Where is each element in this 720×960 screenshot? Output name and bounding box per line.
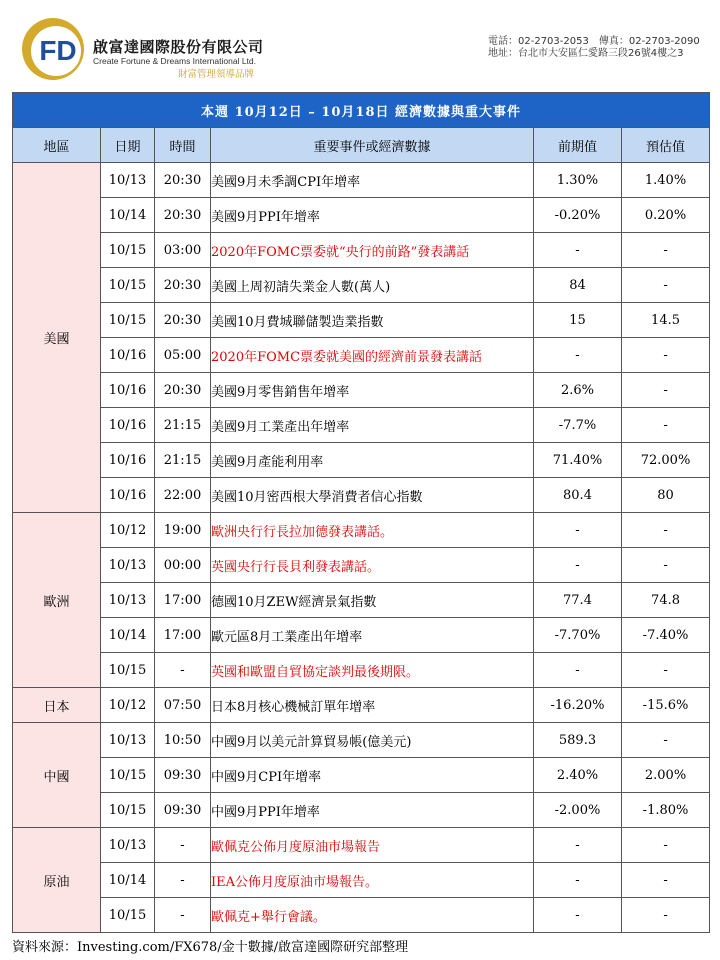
previous-value-cell: 2.40% [534,758,622,793]
fax-number: 傳真：02-2703-2090 [598,36,700,47]
previous-value-cell: - [534,233,622,268]
date-cell: 10/14 [101,198,155,233]
time-cell: 09:30 [155,758,211,793]
time-cell: 00:00 [155,548,211,583]
time-cell: 05:00 [155,338,211,373]
forecast-value-cell: 74.8 [622,583,710,618]
event-cell: 英國和歐盟自貿協定談判最後期限。 [211,653,534,688]
table-row [13,268,710,303]
table-row [13,583,710,618]
forecast-value-cell: 14.5 [622,303,710,338]
date-cell: 10/16 [101,408,155,443]
event-cell: 中國9月PPI年增率 [211,793,534,828]
previous-value-cell: 589.3 [534,723,622,758]
table-row [13,373,710,408]
forecast-value-cell: 0.20% [622,198,710,233]
previous-value-cell: 80.4 [534,478,622,513]
table-row [13,688,710,723]
table-row [13,478,710,513]
table-row [13,163,710,198]
company-slogan: 財富管理領導品牌 [178,69,255,80]
forecast-value-cell: -7.40% [622,618,710,653]
forecast-value-cell: - [622,548,710,583]
time-cell: 20:30 [155,303,211,338]
forecast-value-cell: - [622,268,710,303]
previous-value-cell: -0.20% [534,198,622,233]
header-event: 重要事件或經濟數據 [211,128,534,163]
region-cell: 原油 [13,828,101,933]
date-cell: 10/13 [101,163,155,198]
event-cell: 美國10月密西根大學消費者信心指數 [211,478,534,513]
company-name-cn: 啟富達國際股份有限公司 [93,38,264,56]
phone-number: 電話：02-2703-2053 [488,36,589,47]
address: 地址：台北市大安區仁愛路三段26號4樓之3 [488,48,684,59]
table-row [13,758,710,793]
forecast-value-cell: - [622,373,710,408]
events-table [12,92,710,933]
date-cell: 10/14 [101,863,155,898]
event-cell: 歐佩克+舉行會議。 [211,898,534,933]
event-cell: 歐佩克公佈月度原油市場報告 [211,828,534,863]
date-cell: 10/13 [101,548,155,583]
time-cell: 19:00 [155,513,211,548]
previous-value-cell: 2.6% [534,373,622,408]
table-title: 本週 10月12日 – 10月18日 經濟數據與重大事件 [13,93,710,128]
table-row [13,898,710,933]
event-cell: 中國9月以美元計算貿易帳(億美元) [211,723,534,758]
table-row [13,198,710,233]
forecast-value-cell: 2.00% [622,758,710,793]
event-cell: 德國10月ZEW經濟景氣指數 [211,583,534,618]
date-cell: 10/15 [101,303,155,338]
table-row [13,443,710,478]
event-cell: 中國9月CPI年增率 [211,758,534,793]
previous-value-cell: - [534,513,622,548]
header-time: 時間 [155,128,211,163]
time-cell: 22:00 [155,478,211,513]
time-cell: 20:30 [155,198,211,233]
event-cell: 美國上周初請失業金人數(萬人) [211,268,534,303]
forecast-value-cell: - [622,338,710,373]
region-cell: 美國 [13,163,101,513]
event-cell: 美國9月產能利用率 [211,443,534,478]
previous-value-cell: 84 [534,268,622,303]
table-row [13,513,710,548]
svg-text:FD: FD [39,35,77,66]
date-cell: 10/15 [101,268,155,303]
time-cell: 17:00 [155,583,211,618]
table-row [13,828,710,863]
data-source: 資料來源：Investing.com/FX678/金十數據/啟富達國際研究部整理 [12,940,409,955]
header-region: 地區 [13,128,101,163]
forecast-value-cell: - [622,898,710,933]
date-cell: 10/13 [101,723,155,758]
time-cell: 17:00 [155,618,211,653]
company-name-en: Create Fortune & Dreams International Ltd. [93,56,256,66]
previous-value-cell: -16.20% [534,688,622,723]
time-cell: 20:30 [155,373,211,408]
forecast-value-cell: - [622,723,710,758]
time-cell: - [155,828,211,863]
date-cell: 10/16 [101,443,155,478]
table-row [13,408,710,443]
event-cell: 美國9月未季調CPI年增率 [211,163,534,198]
forecast-value-cell: - [622,863,710,898]
header-previous: 前期值 [534,128,622,163]
table-row [13,303,710,338]
event-cell: 日本8月核心機械訂單年增率 [211,688,534,723]
forecast-value-cell: - [622,653,710,688]
time-cell: 10:50 [155,723,211,758]
previous-value-cell: -2.00% [534,793,622,828]
event-cell: 美國10月費城聯儲製造業指數 [211,303,534,338]
previous-value-cell: 77.4 [534,583,622,618]
date-cell: 10/15 [101,898,155,933]
forecast-value-cell: 72.00% [622,443,710,478]
time-cell: - [155,653,211,688]
previous-value-cell: 15 [534,303,622,338]
time-cell: 20:30 [155,268,211,303]
event-cell: 歐元區8月工業產出年增率 [211,618,534,653]
date-cell: 10/15 [101,793,155,828]
previous-value-cell: - [534,338,622,373]
date-cell: 10/13 [101,828,155,863]
date-cell: 10/15 [101,233,155,268]
time-cell: 09:30 [155,793,211,828]
table-row [13,338,710,373]
previous-value-cell: - [534,828,622,863]
previous-value-cell: -7.7% [534,408,622,443]
forecast-value-cell: 80 [622,478,710,513]
previous-value-cell: - [534,653,622,688]
region-cell: 中國 [13,723,101,828]
event-cell: 美國9月PPI年增率 [211,198,534,233]
table-row [13,653,710,688]
forecast-value-cell: 1.40% [622,163,710,198]
forecast-value-cell: -1.80% [622,793,710,828]
region-cell: 日本 [13,688,101,723]
header-date: 日期 [101,128,155,163]
table-row [13,548,710,583]
company-logo [18,14,88,84]
table-row [13,233,710,268]
time-cell: - [155,863,211,898]
time-cell: 03:00 [155,233,211,268]
table-row [13,618,710,653]
previous-value-cell: - [534,548,622,583]
time-cell: 21:15 [155,408,211,443]
event-cell: 2020年FOMC票委就“央行的前路”發表講話 [211,233,534,268]
date-cell: 10/12 [101,688,155,723]
time-cell: 07:50 [155,688,211,723]
previous-value-cell: 71.40% [534,443,622,478]
region-cell: 歐洲 [13,513,101,688]
previous-value-cell: -7.70% [534,618,622,653]
header-forecast: 預估值 [622,128,710,163]
forecast-value-cell: - [622,233,710,268]
table-row [13,863,710,898]
time-cell: 21:15 [155,443,211,478]
table-row [13,793,710,828]
date-cell: 10/16 [101,478,155,513]
date-cell: 10/15 [101,653,155,688]
forecast-value-cell: - [622,408,710,443]
date-cell: 10/16 [101,338,155,373]
forecast-value-cell: - [622,828,710,863]
table-body [13,163,710,933]
forecast-value-cell: - [622,513,710,548]
event-cell: 美國9月工業產出年增率 [211,408,534,443]
event-cell: 2020年FOMC票委就美國的經濟前景發表講話 [211,338,534,373]
date-cell: 10/12 [101,513,155,548]
previous-value-cell: - [534,898,622,933]
event-cell: 歐洲央行行長拉加德發表講話。 [211,513,534,548]
table-row [13,723,710,758]
date-cell: 10/15 [101,758,155,793]
previous-value-cell: - [534,863,622,898]
time-cell: 20:30 [155,163,211,198]
event-cell: 英國央行行長貝利發表講話。 [211,548,534,583]
previous-value-cell: 1.30% [534,163,622,198]
contact-info [488,36,710,60]
date-cell: 10/14 [101,618,155,653]
date-cell: 10/13 [101,583,155,618]
event-cell: IEA公佈月度原油市場報告。 [211,863,534,898]
date-cell: 10/16 [101,373,155,408]
event-cell: 美國9月零售銷售年增率 [211,373,534,408]
time-cell: - [155,898,211,933]
forecast-value-cell: -15.6% [622,688,710,723]
